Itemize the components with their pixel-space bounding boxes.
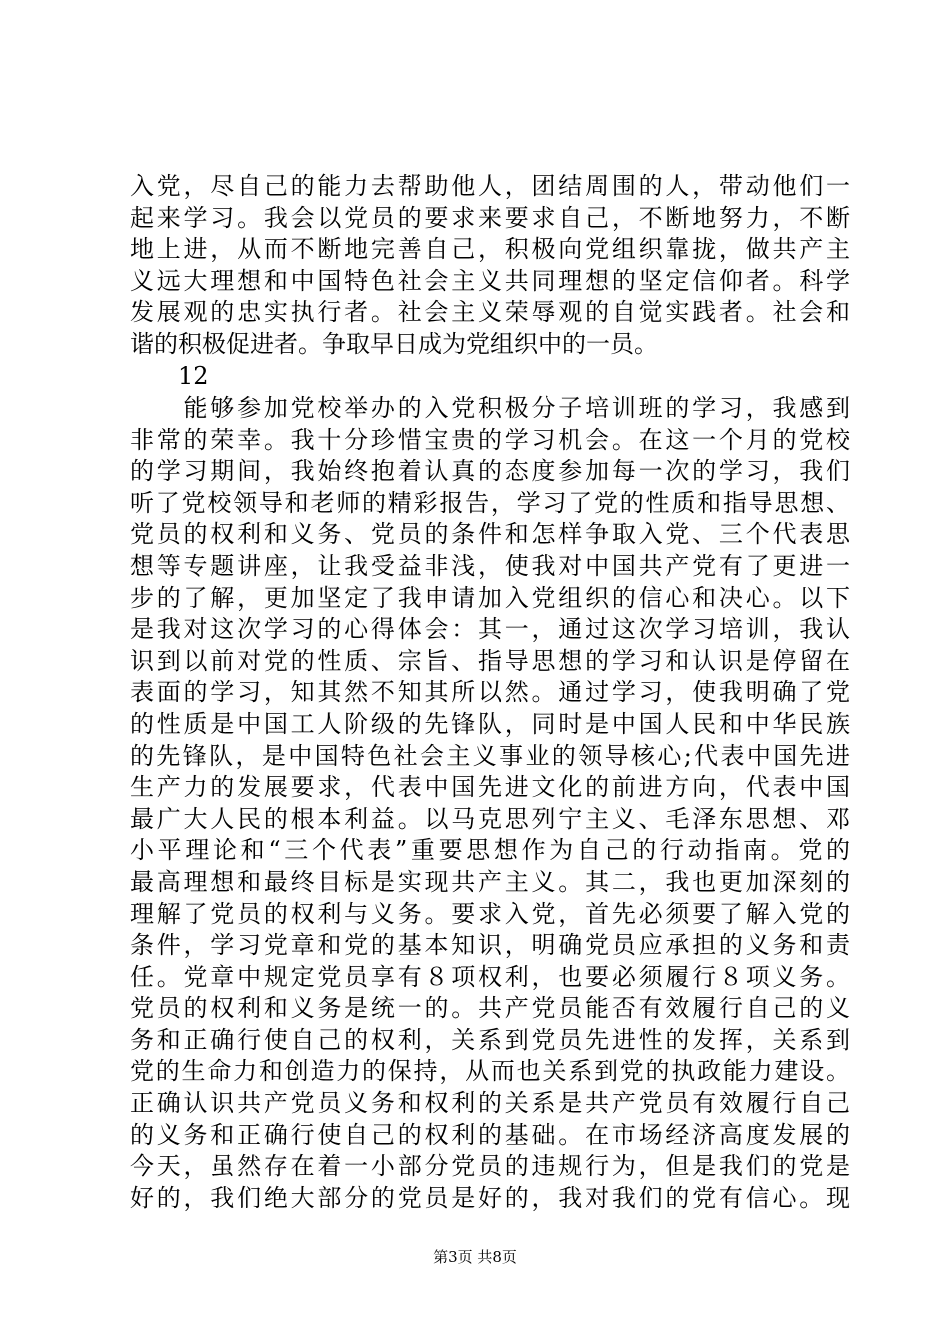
text-line: 是我对这次学习的心得体会：其一，通过这次学习培训，我认 — [130, 615, 850, 644]
text-line: 入党，尽自己的能力去帮助他人，团结周围的人，带动他们一 — [130, 172, 850, 200]
text-line: 想等专题讲座，让我受益非浅，使我对中国共产党有了更进一 — [130, 551, 850, 580]
section-number: 12 — [178, 362, 209, 390]
text-line: 步的了解，更加坚定了我申请加入党组织的信心和决心。以下 — [130, 583, 850, 612]
text-line: 的先锋队，是中国特色社会主义事业的领导核心;代表中国先进 — [130, 741, 850, 770]
text-line: 党员的权利和义务是统一的。共产党员能否有效履行自己的义 — [130, 994, 850, 1023]
text-line: 听了党校领导和老师的精彩报告，学习了党的性质和指导思想、 — [130, 488, 850, 517]
page-footer: 第3页 共8页 — [433, 1248, 517, 1266]
text-line: 的性质是中国工人阶级的先锋队，同时是中国人民和中华民族 — [130, 709, 850, 738]
text-line: 生产力的发展要求，代表中国先进文化的前进方向，代表中国 — [130, 773, 850, 802]
text-line: 的义务和正确行使自己的权利的基础。在市场经济高度发展的 — [130, 1120, 850, 1149]
text-line: 起来学习。我会以党员的要求来要求自己，不断地努力，不断 — [130, 203, 850, 232]
text-line: 理解了党员的权利与义务。要求入党，首先必须要了解入党的 — [130, 899, 850, 928]
text-line: 地上进，从而不断地完善自己，积极向党组织靠拢，做共产主 — [130, 235, 850, 264]
text-line: 的学习期间，我始终抱着认真的态度参加每一次的学习，我们 — [130, 457, 850, 486]
text-line: 小平理论和“三个代表”重要思想作为自己的行动指南。党的 — [130, 836, 850, 865]
text-line: 发展观的忠实执行者。社会主义荣辱观的自觉实践者。社会和 — [130, 298, 850, 327]
text-line: 党的生命力和创造力的保持，从而也关系到党的执政能力建设。 — [130, 1057, 850, 1086]
text-line: 表面的学习，知其然不知其所以然。通过学习，使我明确了党 — [130, 678, 850, 707]
text-line: 务和正确行使自己的权利，关系到党员先进性的发挥，关系到 — [130, 1025, 850, 1054]
text-line: 正确认识共产党员义务和权利的关系是共产党员有效履行自己 — [130, 1089, 850, 1118]
text-line: 今天，虽然存在着一小部分党员的违规行为，但是我们的党是 — [130, 1152, 850, 1181]
text-line: 好的，我们绝大部分的党员是好的，我对我们的党有信心。现 — [130, 1183, 850, 1212]
text-line: 最高理想和最终目标是实现共产主义。其二，我也更加深刻的 — [130, 867, 850, 896]
paragraph-continuation — [130, 171, 850, 361]
paragraph-main — [130, 393, 850, 1214]
text-line: 识到以前对党的性质、宗旨、指导思想的学习和认识是停留在 — [130, 646, 850, 675]
text-line: 非常的荣幸。我十分珍惜宝贵的学习机会。在这一个月的党校 — [130, 425, 850, 454]
text-line: 党员的权利和义务、党员的条件和怎样争取入党、三个代表思 — [130, 520, 850, 549]
text-line: 义远大理想和中国特色社会主义共同理想的坚定信仰者。科学 — [130, 266, 850, 295]
text-line: 谐的积极促进者。争取早日成为党组织中的一员。 — [130, 329, 658, 358]
text-line: 能够参加党校举办的入党积极分子培训班的学习，我感到 — [130, 394, 850, 422]
text-line: 任。党章中规定党员享有８项权利，也要必须履行８项义务。 — [130, 962, 850, 991]
text-line: 条件，学习党章和党的基本知识，明确党员应承担的义务和责 — [130, 931, 850, 960]
text-line: 最广大人民的根本利益。以马克思列宁主义、毛泽东思想、邓 — [130, 804, 850, 833]
